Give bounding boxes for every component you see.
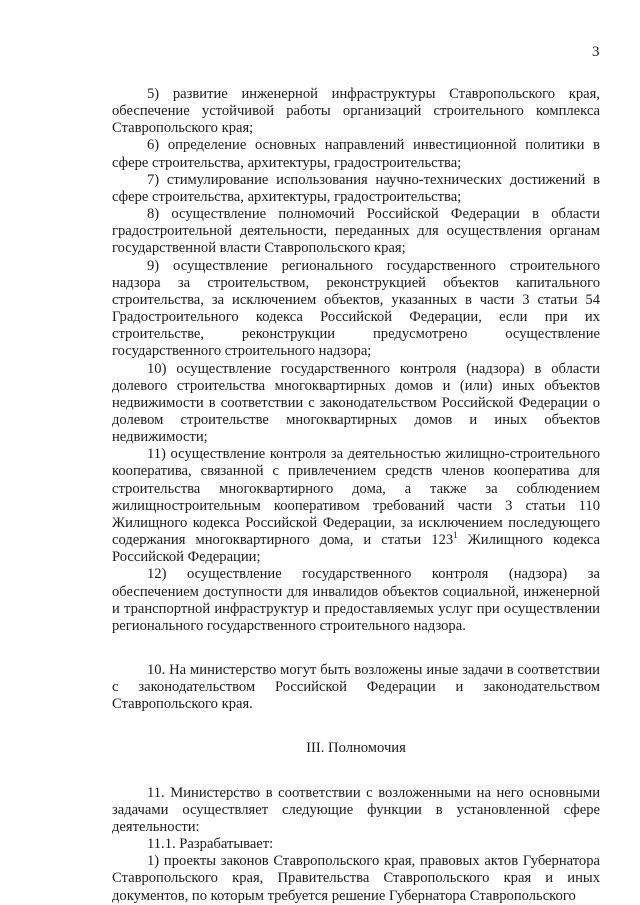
spacer xyxy=(112,758,600,785)
document-body xyxy=(112,86,600,905)
paragraph-11-1: 11.1. Разрабатывает: xyxy=(147,836,274,853)
list-item-6: 6) определение основных направлений инвестиционной политики в сфере строительства, архитектуры, градостроительства; xyxy=(112,137,600,171)
list-item-10: 10) осуществление государственного контроля (надзора) в области долевого строительства многоквартирных домов и (или) иных объектов недвижимости в соответствии с законодательством Российской Федерации о долевом строительстве многоквартирных домов и иных объектов недвижимости; xyxy=(112,360,600,446)
list-item-12: 12) осуществление государственного контроля (надзора) за обеспечением доступности для инвалидов объектов социальной, инженерной и транспортной инфраструктур и предоставляемых услуг при осуществлении регионального государственного строительного надзора. xyxy=(112,566,600,634)
spacer xyxy=(112,635,600,662)
list-item-7: 7) стимулирование использования научно-технических достижений в сфере строительства, архитектуры, градостроительства; xyxy=(112,171,600,205)
paragraph-11: 11. Министерство в соответствии с возложенными на него основными задачами осуществляет следующие функции в установленной сфере деятельности: xyxy=(112,784,600,835)
list-item-5: 5) развитие инженерной инфраструктуры Ставропольского края, обеспечение устойчивой работы организаций строительного комплекса Ставропольского края; xyxy=(112,86,600,137)
paragraph-11-1-item-1: 1) проекты законов Ставропольского края, правовых актов Губернатора Ставропольского края, Правительства Ставропольского края и иных документов, по которым требуется решение Губернатора Ставропольского xyxy=(112,853,600,904)
section-heading: III. Полномочия xyxy=(306,740,406,757)
list-item-11-tail: Жилищного кодекса Российской Федерации; xyxy=(112,532,600,566)
superscript: 1 xyxy=(453,530,458,541)
list-item-9: 9) осуществление регионального государственного строительного надзора за строительством, реконструкцией объектов капитального строительства, за исключением объектов, указанных в части 3 статьи 54 Градостроительного кодекса Российской Федерации, если при их строительстве, реконструкции предусмотрено осуществление государственного строительного надзора; xyxy=(112,257,600,360)
list-item-8: 8) осуществление полномочий Российской Федерации в области градостроительной деятельности, переданных для осуществления органам государственной власти Ставропольского края; xyxy=(112,206,600,257)
page-number: 3 xyxy=(592,44,600,60)
list-item-11 xyxy=(112,446,600,566)
paragraph-10: 10. На министерство могут быть возложены иные задачи в соответствии с законодательством Российской Федерации и законодательством Ставропольского края. xyxy=(112,662,600,713)
spacer xyxy=(112,713,600,740)
list-item-11-text: 11) осуществление контроля за деятельностью жилищно-строительного кооператива, связанной с привлечением средств членов кооператива для строительства многоквартирного дома, а также за соблюдением жилищностроительным кооперативом требований части 3 статьи 110 Жилищного кодекса Российской Федерации, за исключением последующего содержания многоквартирного дома, и статьи 123 xyxy=(112,446,600,549)
